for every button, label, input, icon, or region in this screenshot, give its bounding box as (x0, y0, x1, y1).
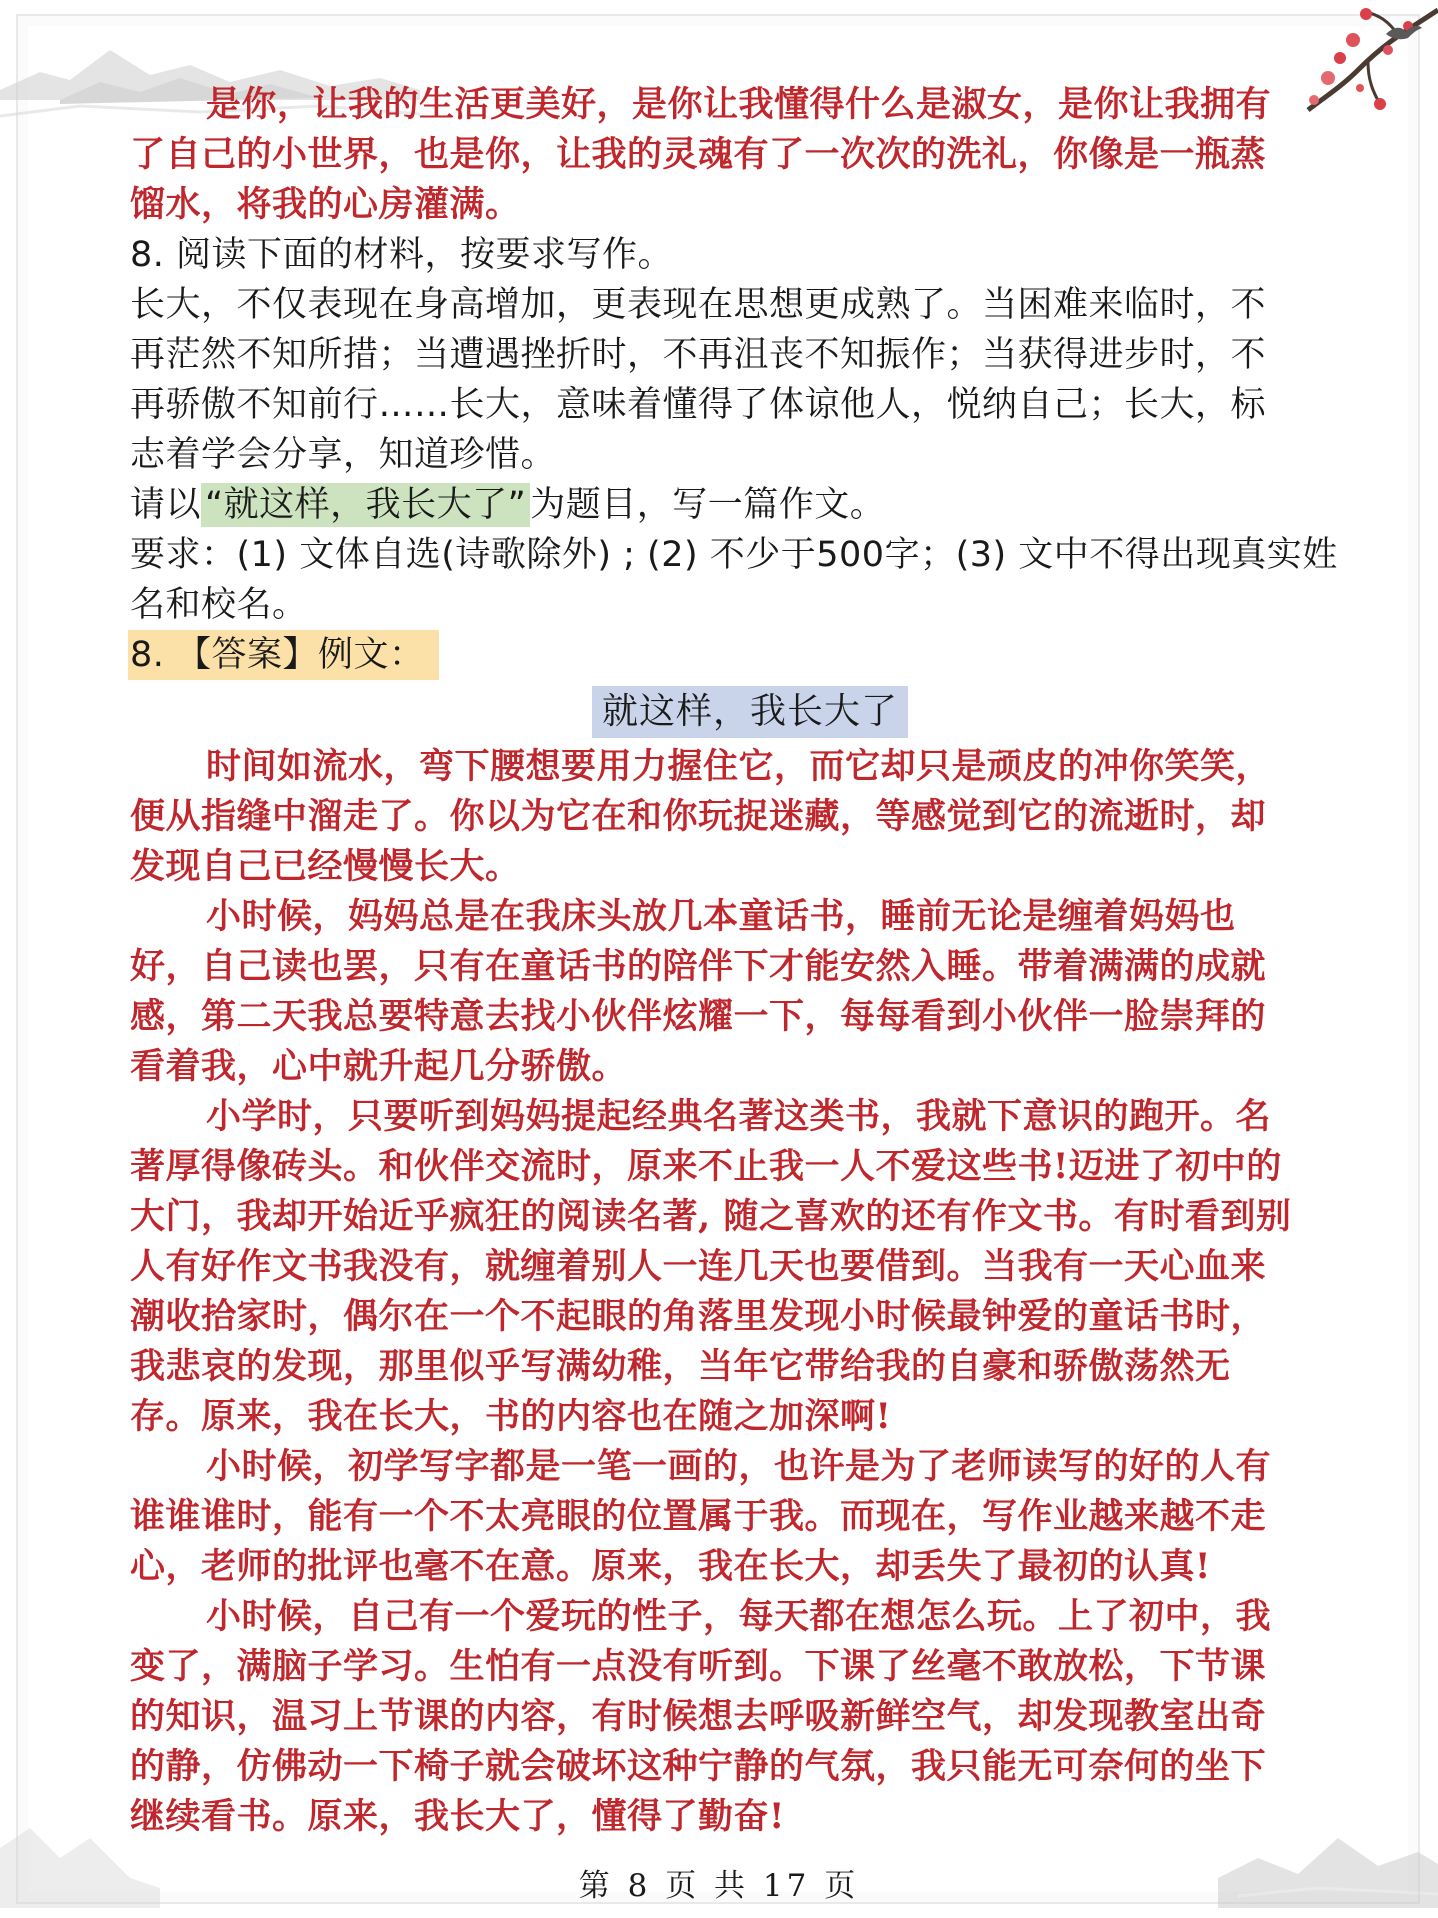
prompt-text: 为题目，写一篇作文。 (530, 485, 886, 525)
highlighted-essay-title: “就这样，我长大了” (201, 483, 530, 527)
essay-line: 便从指缝中溜走了。你以为它在和你玩捉迷藏，等感觉到它的流逝时，却 (130, 796, 1267, 837)
essay-paragraph (130, 1442, 1370, 1592)
essay-title-row (130, 686, 1370, 738)
answer-label: 8. 【答案】例文： (128, 630, 439, 680)
essay-line: 谁谁谁时，能有一个不太亮眼的位置属于我。而现在，写作业越来越不走 (130, 1496, 1267, 1537)
question-header: 8. 阅读下面的材料，按要求写作。 (130, 235, 674, 275)
bird-icon (1384, 20, 1424, 44)
essay-title: 就这样，我长大了 (592, 686, 908, 738)
essay-line: 小时候，妈妈总是在我床头放几本童话书，睡前无论是缠着妈妈也 (206, 896, 1236, 937)
essay-line: 人有好作文书我没有，就缠着别人一连几天也要借到。当我有一天心血来 (130, 1246, 1267, 1287)
passage-line: 是你，让我的生活更美好，是你让我懂得什么是淑女，是你让我拥有 (206, 84, 1272, 125)
prompt-text: 请以 (130, 485, 202, 525)
requirements-line: 要求：(1) 文体自选(诗歌除外) ; (2) 不少于500字；(3) 文中不得出现真实姓 (130, 535, 1338, 575)
material-line: 再茫然不知所措；当遭遇挫折时，不再沮丧不知振作；当获得进步时，不 (130, 335, 1267, 375)
essay-line: 小时候，自己有一个爱玩的性子，每天都在想怎么玩。上了初中，我 (206, 1596, 1272, 1637)
document-body (130, 80, 1370, 1842)
essay-line: 看着我，心中就升起几分骄傲。 (130, 1046, 628, 1087)
writing-prompt (130, 480, 1370, 530)
essay-line: 我悲哀的发现，那里似乎写满幼稚，当年它带给我的自豪和骄傲荡然无 (130, 1346, 1231, 1387)
essay-line: 继续看书。原来，我长大了，懂得了勤奋! (130, 1796, 785, 1837)
passage-line: 馏水，将我的心房灌满。 (130, 184, 521, 225)
essay-line: 变了，满脑子学习。生怕有一点没有听到。下课了丝毫不敢放松，下节课 (130, 1646, 1267, 1687)
essay-line: 著厚得像砖头。和伙伴交流时，原来不止我一人不爱这些书!迈进了初中的 (130, 1146, 1282, 1187)
essay-line: 小学时，只要听到妈妈提起经典名著这类书，我就下意识的跑开。名 (206, 1096, 1272, 1137)
question-block (130, 230, 1370, 630)
material-line: 志着学会分享，知道珍惜。 (130, 435, 557, 475)
answer-label-row (130, 630, 1370, 680)
material-line: 再骄傲不知前行……长大，意味着懂得了体谅他人，悦纳自己；长大，标 (130, 385, 1267, 425)
essay-line: 感，第二天我总要特意去找小伙伴炫耀一下，每每看到小伙伴一脸崇拜的 (130, 996, 1267, 1037)
passage-line: 了自己的小世界，也是你，让我的灵魂有了一次次的洗礼，你像是一瓶蒸 (130, 134, 1267, 175)
essay-line: 发现自己已经慢慢长大。 (130, 846, 521, 887)
essay-paragraph (130, 742, 1370, 892)
essay-paragraph (130, 1592, 1370, 1842)
essay-paragraph (130, 1092, 1370, 1442)
essay-line: 好，自己读也罢，只有在童话书的陪伴下才能安然入睡。带着满满的成就 (130, 946, 1267, 987)
essay-line: 存。原来，我在长大，书的内容也在随之加深啊! (130, 1396, 892, 1437)
essay-line: 的静，仿佛动一下椅子就会破坏这种宁静的气氛，我只能无可奈何的坐下 (130, 1746, 1267, 1787)
requirements-line: 名和校名。 (130, 585, 308, 625)
essay-line: 心，老师的批评也毫不在意。原来，我在长大，却丢失了最初的认真! (130, 1546, 1211, 1587)
essay-line: 大门，我却开始近乎疯狂的阅读名著, 随之喜欢的还有作文书。有时看到别 (130, 1196, 1292, 1237)
passage-top (130, 80, 1370, 230)
page-number: 第 8 页 共 17 页 (578, 1868, 860, 1904)
essay-line: 时间如流水，弯下腰想要用力握住它，而它却只是顽皮的冲你笑笑， (206, 746, 1272, 787)
essay-line: 的知识，温习上节课的内容，有时候想去呼吸新鲜空气，却发现教室出奇 (130, 1696, 1267, 1737)
material-line: 长大，不仅表现在身高增加，更表现在思想更成熟了。当困难来临时，不 (130, 285, 1267, 325)
essay-line: 小时候，初学写字都是一笔一画的，也许是为了老师读写的好的人有 (206, 1446, 1272, 1487)
essay-paragraph (130, 892, 1370, 1092)
essay-line: 潮收拾家时，偶尔在一个不起眼的角落里发现小时候最钟爱的童话书时， (130, 1296, 1267, 1337)
